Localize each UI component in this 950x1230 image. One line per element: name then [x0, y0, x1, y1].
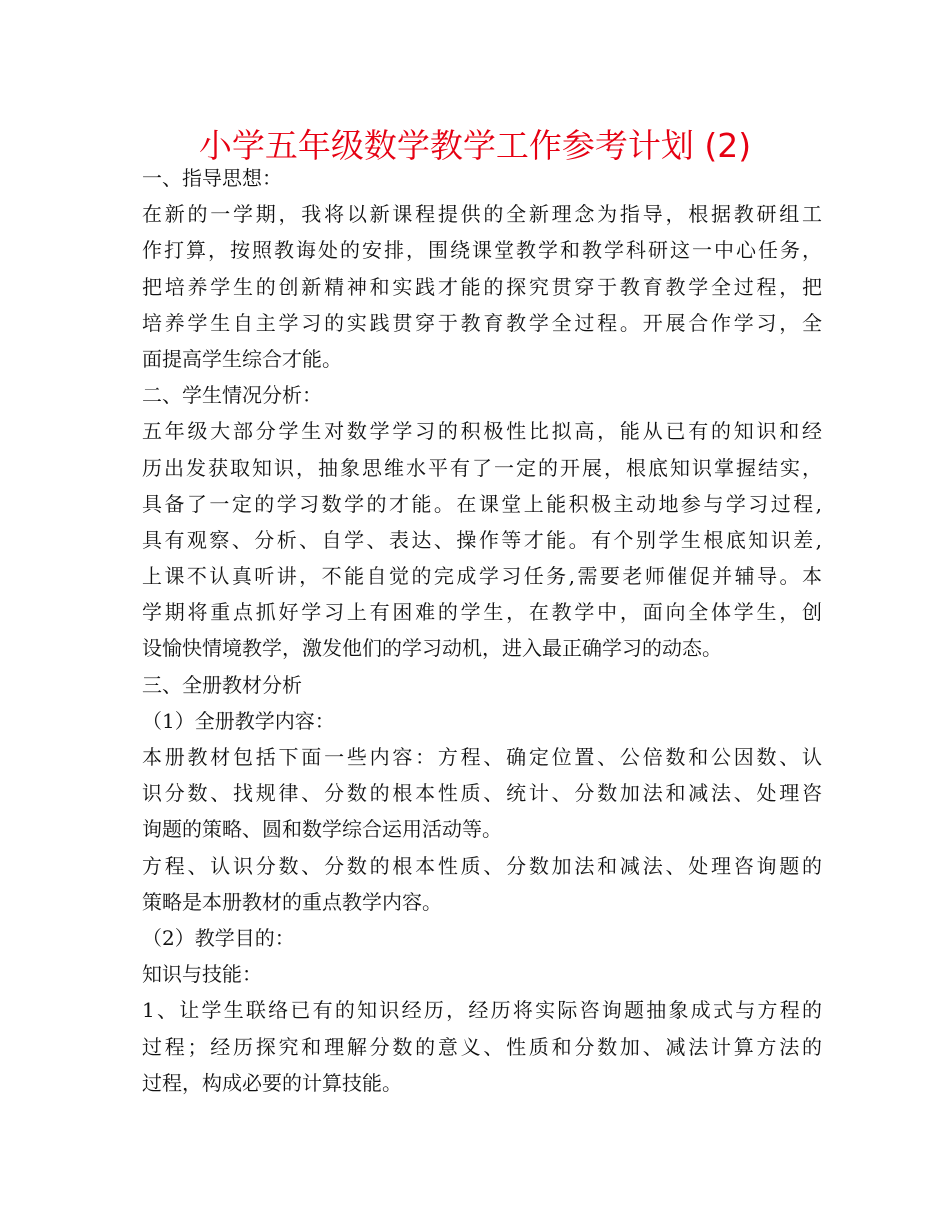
text-line: 三、全册教材分析 — [142, 672, 302, 697]
text-line: 一、指导思想： — [142, 166, 282, 190]
text-line: 五年级大部分学生对数学学习的积极性比拟高，能从已有的知识和经 — [142, 419, 822, 444]
document-title: 小学五年级数学教学工作参考计划 (2) — [198, 126, 752, 165]
text-line: 策略是本册教材的重点教学内容。 — [142, 889, 442, 914]
text-line: 方程、认识分数、分数的根本性质、分数加法和减法、处理咨询题的 — [142, 853, 822, 878]
text-line: 识分数、找规律、分数的根本性质、统计、分数加法和减法、处理咨 — [142, 781, 822, 806]
text-line: 历出发获取知识，抽象思维水平有了一定的开展，根底知识掌握结实， — [142, 455, 822, 480]
text-line: 把培养学生的创新精神和实践才能的探究贯穿于教育教学全过程，把 — [142, 274, 822, 299]
text-line: 询题的策略、圆和数学综合运用活动等。 — [142, 817, 502, 842]
text-line: 具备了一定的学习数学的才能。在课堂上能积极主动地参与学习过程, — [142, 491, 822, 516]
text-line: 二、学生情况分析： — [142, 383, 322, 408]
text-line: 知识与技能： — [142, 962, 262, 987]
text-line: 具有观察、分析、自学、表达、操作等才能。有个别学生根底知识差, — [142, 527, 822, 552]
text-line: 在新的一学期，我将以新课程提供的全新理念为指导，根据教研组工 — [142, 202, 822, 227]
text-line: 上课不认真听讲，不能自觉的完成学习任务,需要老师催促并辅导。本 — [142, 564, 822, 589]
text-line: 面提高学生综合才能。 — [142, 346, 342, 371]
text-line: 过程；经历探究和理解分数的意义、性质和分数加、减法计算方法的 — [142, 1034, 822, 1059]
text-line: （2）教学目的： — [142, 925, 295, 950]
text-line: 作打算，按照教诲处的安排，围绕课堂教学和教学科研这一中心任务， — [142, 238, 822, 263]
text-line: 培养学生自主学习的实践贯穿于教育教学全过程。开展合作学习，全 — [142, 310, 822, 335]
text-line: 过程，构成必要的计算技能。 — [142, 1070, 402, 1095]
text-line: 本册教材包括下面一些内容：方程、确定位置、公倍数和公因数、认 — [142, 745, 822, 769]
text-line: （1）全册教学内容： — [142, 708, 335, 733]
text-line: 1、让学生联络已有的知识经历，经历将实际咨询题抽象成式与方程的 — [142, 998, 822, 1023]
text-line: 学期将重点抓好学习上有困难的学生，在教学中，面向全体学生，创 — [142, 600, 822, 625]
document-body — [142, 160, 822, 1101]
text-line: 设愉快情境教学，激发他们的学习动机，进入最正确学习的动态。 — [142, 636, 722, 661]
